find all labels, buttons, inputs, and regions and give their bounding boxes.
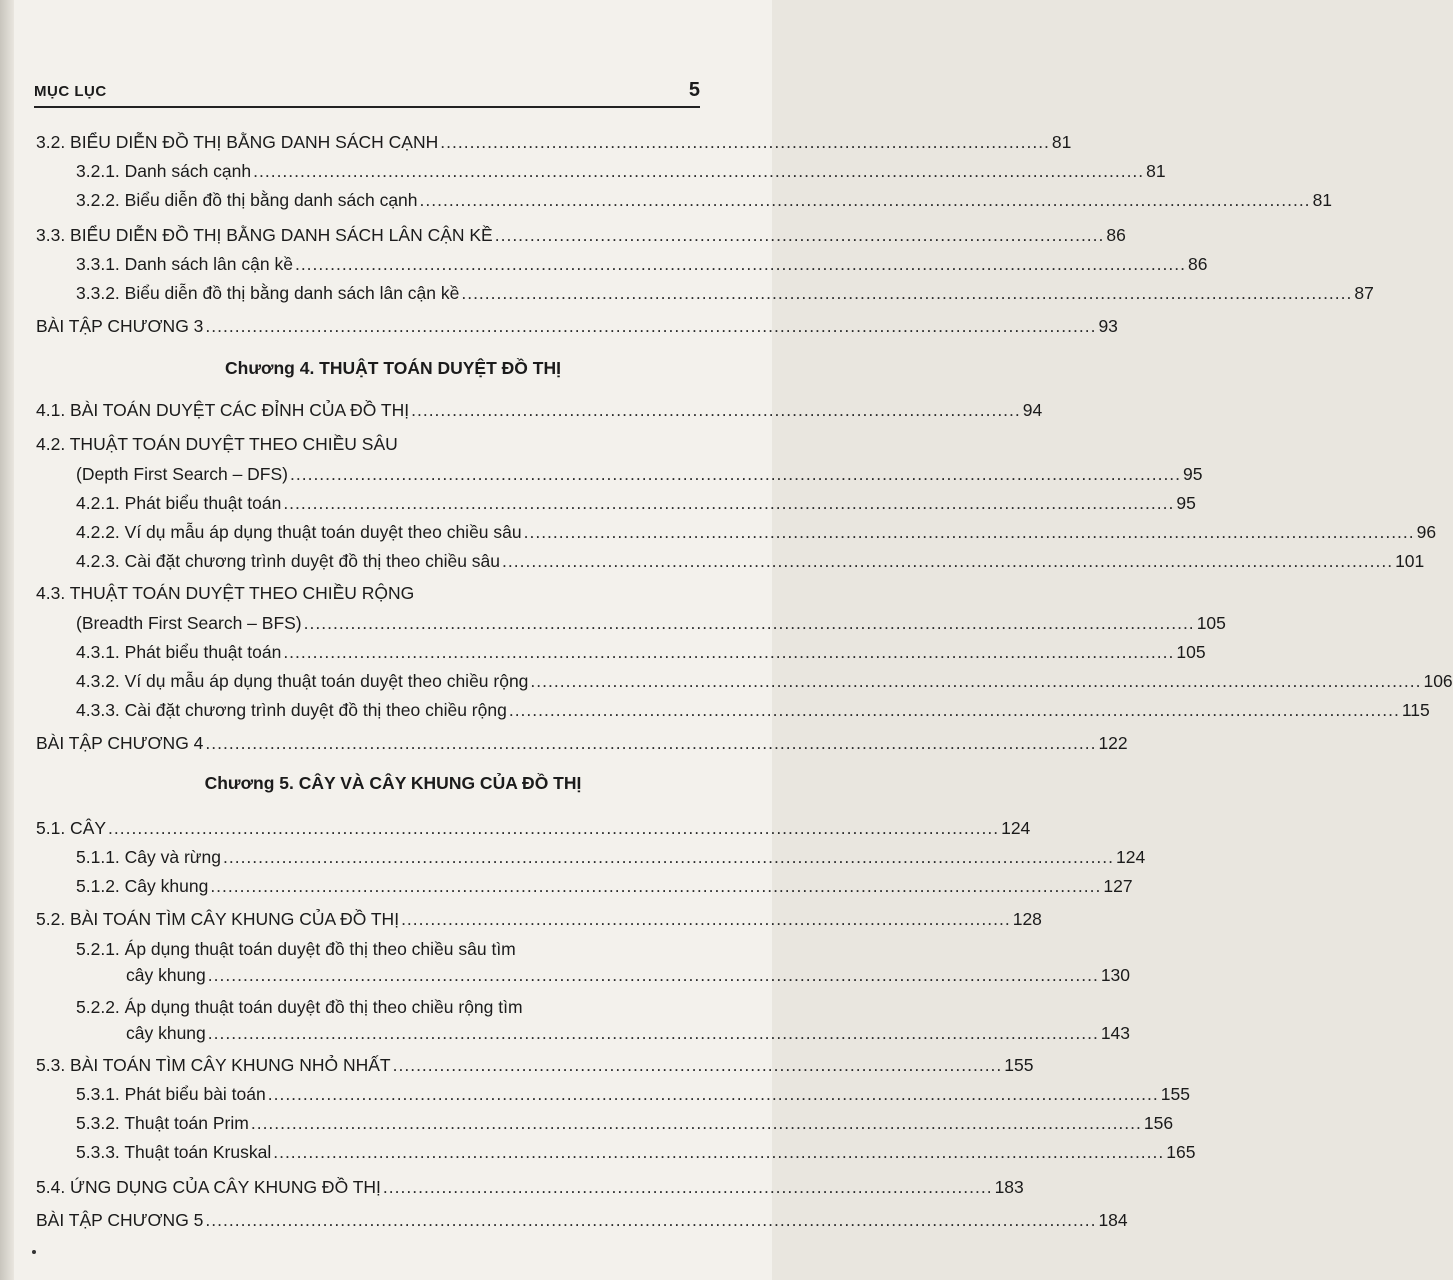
toc-entry-4-2[interactable]	[76, 462, 1203, 486]
toc-entry-3-3-1[interactable]	[76, 252, 1208, 276]
page-gutter-shadow	[0, 0, 14, 1280]
running-header-title: MỤC LỤC	[34, 83, 107, 100]
toc-entry-title: 5.4. ỨNG DỤNG CỦA CÂY KHUNG ĐỒ THỊ	[36, 1177, 381, 1197]
leader-dots: ........................................................................................................................................................	[267, 1084, 1159, 1104]
leader-dots: ........................................................................................................................................................	[523, 522, 1415, 542]
toc-entry-4-2-1[interactable]	[76, 491, 1196, 515]
toc-entry-5-2[interactable]	[36, 907, 1042, 931]
toc-entry-3-2-1[interactable]	[76, 159, 1166, 183]
toc-entry-title: 5.2. BÀI TOÁN TÌM CÂY KHUNG CỦA ĐỒ THỊ	[36, 909, 400, 929]
toc-entry-page: 95	[1176, 493, 1196, 513]
toc-entry-page: 81	[1312, 190, 1333, 210]
toc-entry-3-2[interactable]	[36, 130, 1072, 154]
leader-dots: ........................................................................................................	[401, 909, 1011, 929]
toc-entry-page: 87	[1354, 283, 1374, 303]
toc-entry-page: 105	[1176, 642, 1206, 662]
leader-dots: ........................................................................................................	[392, 1055, 1003, 1075]
toc-entry-title: BÀI TẬP CHƯƠNG 5	[36, 1210, 204, 1230]
toc-entry-4-1[interactable]	[36, 398, 1043, 422]
toc-entry-page: 94	[1022, 400, 1043, 420]
toc-entry-page: 156	[1143, 1113, 1174, 1133]
toc-entry-5-1-1[interactable]	[76, 845, 1146, 869]
leader-dots: ........................................................................................................................................................	[294, 254, 1186, 274]
toc-entry-title: 5.1. CÂY	[36, 818, 107, 838]
leader-dots: ........................................................................................................................................................	[273, 1142, 1165, 1162]
toc-entry-page: 115	[1401, 700, 1430, 720]
leader-dots: ........................................................................................................................................................	[205, 316, 1097, 336]
leader-dots: ........................................................................................................................................................	[250, 1113, 1142, 1133]
toc-entry-title: 3.2.1. Danh sách cạnh	[76, 161, 252, 181]
toc-entry-title: 5.3. BÀI TOÁN TÌM CÂY KHUNG NHỎ NHẤT	[36, 1055, 391, 1075]
leader-dots: ........................................................................................................................................................	[290, 464, 1182, 484]
toc-entry-title: 5.1.2. Cây khung	[76, 876, 209, 896]
leader-dots: ........................................................................................................	[440, 132, 1050, 152]
toc-entry-page: 155	[1004, 1055, 1034, 1075]
leader-dots: ........................................................................................................................................................	[210, 876, 1102, 896]
leader-dots: ........................................................................................................................................................	[419, 190, 1311, 210]
leader-dots: ........................................................................................................................................................	[205, 1210, 1097, 1230]
leader-dots: ........................................................................................................................................................	[461, 283, 1353, 303]
toc-entry-5-2-2[interactable]	[126, 1021, 1131, 1045]
leader-dots: ........................................................................................................................................................	[283, 642, 1175, 662]
toc-entry-title: 5.1.1. Cây và rừng	[76, 847, 221, 867]
toc-entry-page: 184	[1098, 1210, 1128, 1230]
toc-entry-page: 95	[1183, 464, 1203, 484]
toc-entry-exercises-4[interactable]	[36, 731, 1128, 755]
toc-entry-3-3-2[interactable]	[76, 281, 1374, 305]
toc-entry-4-3-1[interactable]	[76, 640, 1206, 664]
leader-dots: ........................................................................................................................................................	[283, 493, 1175, 513]
book-page	[14, 0, 1453, 1280]
toc-entry-title: BÀI TẬP CHƯƠNG 3	[36, 316, 204, 336]
toc-entry-title: 4.2.2. Ví dụ mẫu áp dụng thuật toán duyệt theo chiều sâu	[76, 522, 522, 542]
toc-entry-title: 4.3.1. Phát biểu thuật toán	[76, 642, 282, 662]
toc-entry-5-1-2[interactable]	[76, 874, 1133, 898]
toc-entry-page: 96	[1416, 522, 1437, 542]
toc-entry-title: (Depth First Search – DFS)	[76, 464, 288, 484]
toc-entry-page: 127	[1103, 876, 1133, 896]
toc-entry-page: 86	[1188, 254, 1208, 274]
leader-dots: ........................................................................................................	[382, 1177, 993, 1197]
toc-entry-title: 3.2. BIỂU DIỄN ĐỒ THỊ BẰNG DANH SÁCH CẠNH	[36, 132, 439, 152]
toc-entry-title: (Breadth First Search – BFS)	[76, 613, 302, 633]
toc-entry-title: BÀI TẬP CHƯƠNG 4	[36, 733, 204, 753]
toc-entry-title: 4.2.3. Cài đặt chương trình duyệt đồ thị theo chiều sâu	[76, 551, 501, 571]
toc-entry-title: cây khung	[126, 1023, 206, 1043]
toc-entry-5-2-1-title[interactable]: 5.2.1. Áp dụng thuật toán duyệt đồ thị theo chiều sâu tìm	[76, 939, 516, 959]
leader-dots: ........................................................................................................................................................	[207, 1023, 1099, 1043]
toc-entry-5-2-2-title[interactable]: 5.2.2. Áp dụng thuật toán duyệt đồ thị theo chiều rộng tìm	[76, 997, 523, 1017]
toc-entry-5-3-2[interactable]	[76, 1111, 1174, 1135]
page-speck	[32, 1250, 36, 1254]
toc-entry-3-2-2[interactable]	[76, 188, 1333, 212]
toc-entry-title: 4.2.1. Phát biểu thuật toán	[76, 493, 282, 513]
toc-entry-page: 81	[1051, 132, 1072, 152]
toc-entry-title: 4.3.2. Ví dụ mẫu áp dụng thuật toán duyệt theo chiều rộng	[76, 671, 529, 691]
toc-entry-title: 3.2.2. Biểu diễn đồ thị bằng danh sách cạnh	[76, 190, 418, 210]
leader-dots: ........................................................................................................................................................	[508, 700, 1400, 720]
leader-dots: ........................................................................................................................................................	[303, 613, 1195, 633]
toc-entry-page: 155	[1160, 1084, 1190, 1104]
leader-dots: ........................................................................................................................................................	[502, 551, 1394, 571]
toc-entry-title: 3.3.1. Danh sách lân cận kề	[76, 254, 293, 274]
toc-entry-4-2-2[interactable]	[76, 520, 1437, 544]
toc-entry-title: cây khung	[126, 965, 206, 985]
chapter-5-heading[interactable]: Chương 5. CÂY VÀ CÂY KHUNG CỦA ĐỒ THỊ	[204, 773, 582, 793]
toc-entry-page: 143	[1100, 1023, 1131, 1043]
toc-entry-4-3[interactable]	[76, 611, 1226, 635]
leader-dots: ........................................................................................................................................................	[222, 847, 1115, 867]
leader-dots: ........................................................................................................	[411, 400, 1021, 420]
page-number: 5	[688, 79, 700, 101]
leader-dots: ........................................................................................................................................................	[530, 671, 1422, 691]
toc-entry-page: 101	[1395, 551, 1425, 571]
toc-entry-title: 4.1. BÀI TOÁN DUYỆT CÁC ĐỈNH CỦA ĐỒ THỊ	[36, 400, 410, 420]
toc-entry-title: 3.3.2. Biểu diễn đồ thị bằng danh sách lân cận kề	[76, 283, 460, 303]
toc-entry-5-4[interactable]	[36, 1175, 1024, 1199]
toc-entry-5-1[interactable]	[36, 816, 1031, 840]
toc-entry-5-3-1[interactable]	[76, 1082, 1190, 1106]
toc-entry-title: 3.3. BIỂU DIỄN ĐỒ THỊ BẰNG DANH SÁCH LÂN CẬN KỀ	[36, 225, 493, 245]
toc-entry-exercises-5[interactable]	[36, 1208, 1128, 1232]
toc-entry-4-2-title[interactable]: 4.2. THUẬT TOÁN DUYỆT THEO CHIỀU SÂU	[36, 434, 398, 454]
toc-entry-title: 5.3.2. Thuật toán Prim	[76, 1113, 249, 1133]
toc-entry-5-2-1[interactable]	[126, 963, 1131, 987]
chapter-4-heading[interactable]: Chương 4. THUẬT TOÁN DUYỆT ĐỒ THỊ	[225, 358, 561, 378]
toc-entry-page: 128	[1012, 909, 1042, 929]
toc-entry-page: 105	[1196, 613, 1226, 633]
toc-entry-4-3-title[interactable]: 4.3. THUẬT TOÁN DUYỆT THEO CHIỀU RỘNG	[36, 583, 415, 603]
toc-entry-page: 165	[1166, 1142, 1196, 1162]
toc-entry-page: 106	[1423, 671, 1453, 691]
toc-entry-5-3-3[interactable]	[76, 1140, 1196, 1164]
toc-entry-page: 93	[1098, 316, 1118, 336]
toc-entry-page: 124	[1001, 818, 1031, 838]
toc-entry-title: 4.3.3. Cài đặt chương trình duyệt đồ thị theo chiều rộng	[76, 700, 507, 720]
toc-entry-3-3[interactable]	[36, 223, 1126, 247]
toc-entry-4-2-3[interactable]	[76, 549, 1425, 573]
toc-entry-page: 124	[1116, 847, 1146, 867]
toc-entry-title: 5.3.1. Phát biểu bài toán	[76, 1084, 266, 1104]
toc-entry-page: 86	[1106, 225, 1126, 245]
toc-entry-page: 122	[1098, 733, 1128, 753]
toc-entry-page: 183	[994, 1177, 1024, 1197]
toc-entry-4-3-2[interactable]	[76, 669, 1453, 693]
toc-entry-4-3-3[interactable]	[76, 698, 1430, 722]
toc-entry-page: 130	[1100, 965, 1131, 985]
leader-dots: ........................................................................................................................................................	[205, 733, 1097, 753]
leader-dots: ........................................................................................................................................................	[108, 818, 1000, 838]
leader-dots: ........................................................................................................................................................	[253, 161, 1145, 181]
toc-entry-title: 5.3.3. Thuật toán Kruskal	[76, 1142, 272, 1162]
toc-entry-exercises-3[interactable]	[36, 314, 1118, 338]
leader-dots: ........................................................................................................	[494, 225, 1105, 245]
running-header	[34, 70, 700, 108]
toc-entry-5-3[interactable]	[36, 1053, 1034, 1077]
leader-dots: ........................................................................................................................................................	[207, 965, 1099, 985]
toc-entry-page: 81	[1146, 161, 1166, 181]
